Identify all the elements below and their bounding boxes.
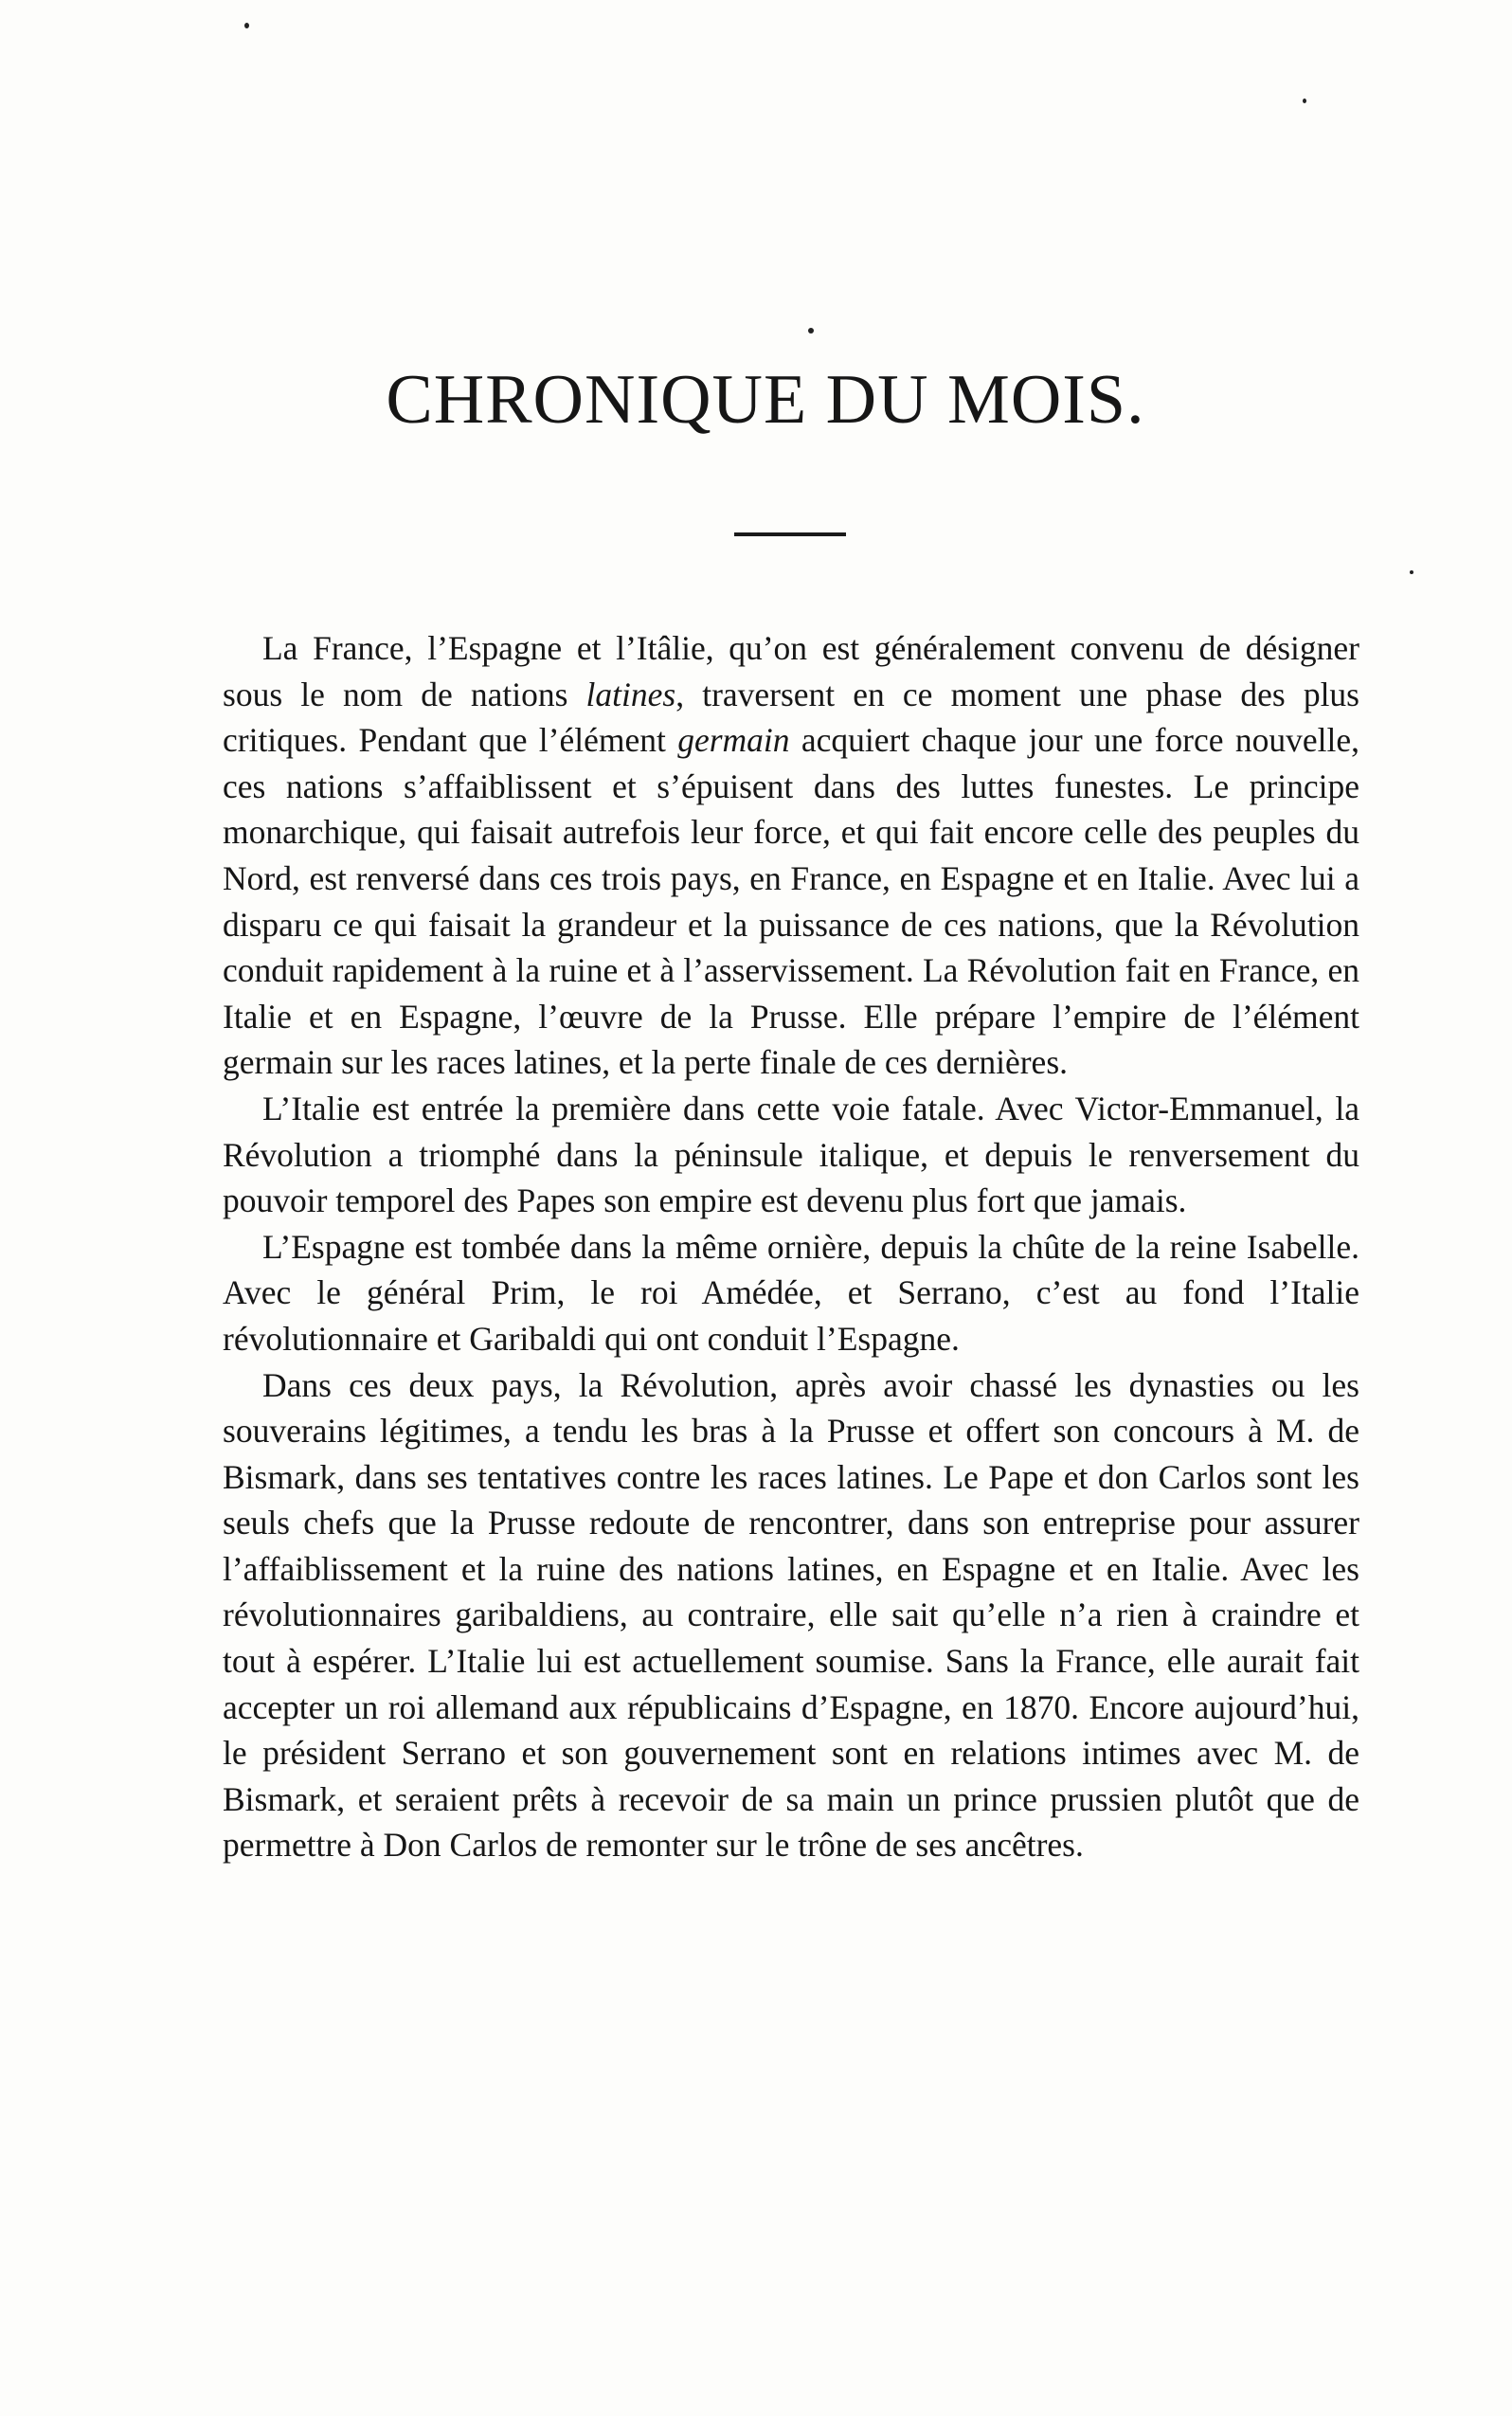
paragraph-4: Dans ces deux pays, la Révolution, après avoir chassé les dynasties ou les souverains légitimes, a tendu les bras à la Prusse et offert son concours à M. de Bismark, dans ses tentatives contre les races latines. Le Pape et don Carlos sont les seuls chefs que la Prusse redoute de rencontrer, dans son entreprise pour assurer l’affaiblissement et la ruine des nations latines, en Espagne et en Italie. Avec les révolutionnaires garibaldiens, au contraire, elle sait qu’elle n’a rien à craindre et tout à espérer. L’Italie lui est actuellement soumise. Sans la France, elle aurait fait accepter un roi allemand aux républicains d’Espagne, en 1870. Encore aujourd’hui, le président Serrano et son gouvernement sont en relations intimes avec M. de Bismark, et seraient prêts à recevoir de sa main un prince prussien plutôt que de permettre à Don Carlos de remonter sur le trône de ses ancêtres. (223, 1365, 1359, 1865)
paragraph-2: L’Italie est entrée la première dans cette voie fatale. Avec Victor-Emmanuel, la Révolution a triomphé dans la péninsule italique, et depuis le renversement du pouvoir temporel des Papes son empire est devenu plus fort que jamais. (223, 1089, 1359, 1220)
ink-speck (808, 328, 814, 334)
italic-term-germain: germain (677, 721, 790, 760)
paragraph-1-start: La France, l’Espagne et l’Itâlie, qu’on est généralement convenu de désigner sous le nom de nations (223, 629, 1359, 713)
paragraph-1 (223, 625, 1359, 1086)
paragraph-1-middle: , traversent en ce moment une phase des plus critiques. Pendant que l’élément (223, 675, 1359, 760)
ink-speck (1303, 99, 1306, 103)
paragraph-3: L’Espagne est tombée dans la même ornière, depuis la chûte de la reine Isabelle. Avec le général Prim, le roi Amédée, et Serrano, c’est au fond l’Italie révolutionnaire et Garibaldi qui ont conduit l’Espagne. (223, 1227, 1359, 1358)
article-body (223, 625, 1359, 1868)
ink-speck (244, 23, 249, 28)
title-divider (734, 532, 846, 536)
paragraph-1-end: acquiert chaque jour une force nouvelle, ces nations s’affaiblissent et s’épuisent dans des luttes funestes. Le principe monarchique, qui faisait autrefois leur force, et qui fait encore celle des peuples du Nord, est renversé dans ces trois pays, en France, en Espagne et en Italie. Avec lui a disparu ce qui faisait la grandeur et la puissance de ces nations, que la Révolution conduit rapidement à la ruine et à l’asservissement. La Révolution fait en France, en Italie et en Espagne, l’œuvre de la Prusse. Elle prépare l’empire de l’élément germain sur les races latines, et la perte finale de ces dernières. (223, 721, 1359, 1082)
ink-speck (1410, 570, 1413, 574)
page-title: CHRONIQUE DU MOIS. (386, 361, 1145, 439)
italic-term-latines: latines (585, 675, 676, 713)
